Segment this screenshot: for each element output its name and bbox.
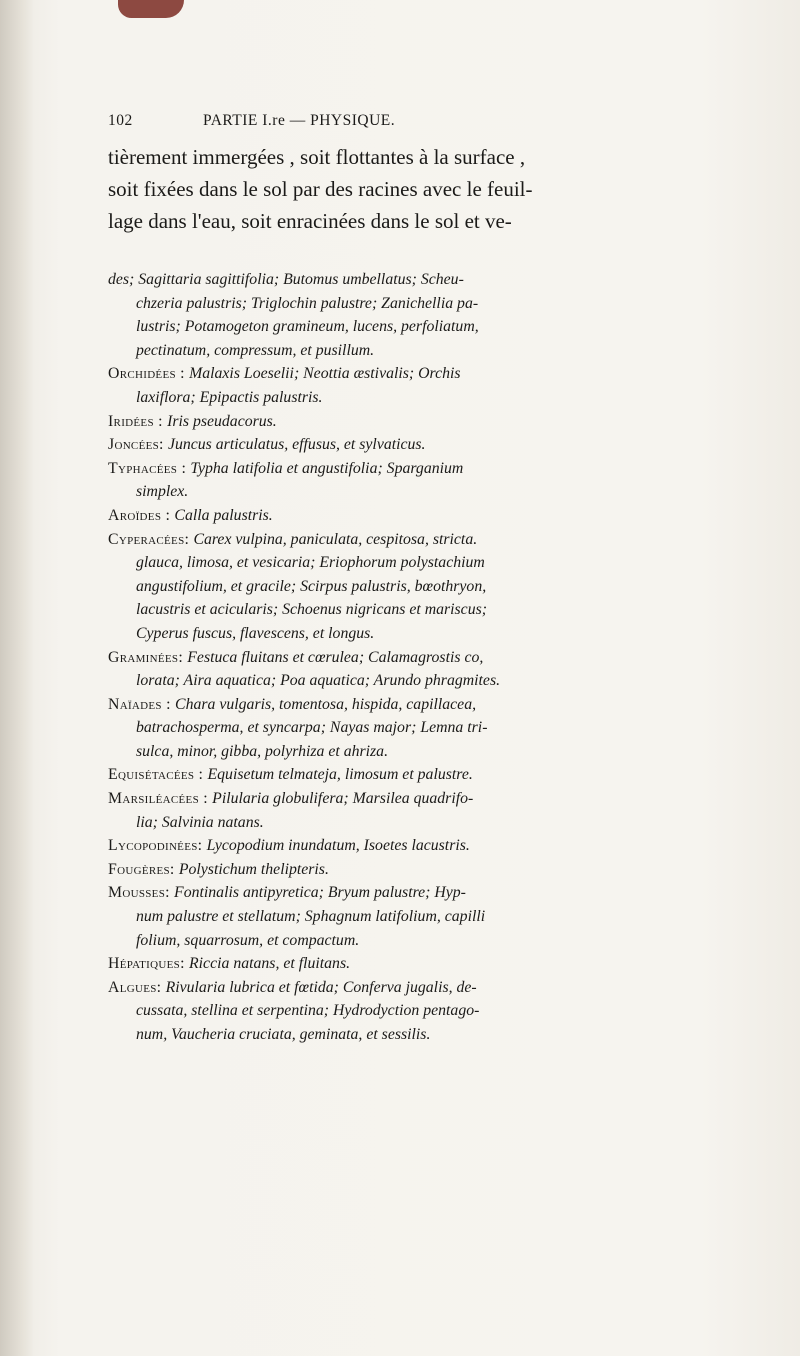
family-name: Orchidées : bbox=[108, 365, 190, 383]
family-name: Algues: bbox=[108, 978, 166, 996]
entry-first-line bbox=[108, 766, 473, 783]
entry-first-line bbox=[108, 861, 329, 878]
species-text: Typha latifolia et angustifolia; Sparganium bbox=[190, 459, 464, 477]
running-title: PARTIE I.re — PHYSIQUE. bbox=[203, 112, 396, 129]
binding-gutter bbox=[0, 0, 34, 1356]
family-entry bbox=[108, 362, 718, 409]
plant-family-list bbox=[108, 268, 718, 1047]
species-text: Carex vulpina, paniculata, cespitosa, stricta. bbox=[193, 530, 478, 548]
species-text: Equisetum telmateja, limosum et palustre. bbox=[207, 766, 473, 784]
family-name: Joncées: bbox=[108, 436, 168, 454]
species-text: Pilularia globulifera; Marsilea quadrifo- bbox=[212, 790, 474, 808]
intro-line: tièrement immergées , soit flottantes à la surface , bbox=[108, 145, 526, 169]
entry-first-line bbox=[108, 271, 464, 288]
entry-first-line bbox=[108, 365, 461, 382]
family-name: Typhacées : bbox=[108, 459, 191, 477]
species-text: Chara vulgaris, tomentosa, hispida, capillacea, bbox=[175, 695, 477, 713]
family-entry bbox=[108, 787, 718, 834]
family-name: Equisétacées : bbox=[108, 766, 208, 784]
family-entry bbox=[108, 528, 718, 646]
species-text: Calla palustris. bbox=[174, 506, 273, 524]
entry-first-line bbox=[108, 979, 477, 996]
entry-first-line bbox=[108, 884, 466, 901]
entry-continuation-line: batrachosperma, et syncarpa; Nayas major; Lemna tri- bbox=[136, 719, 488, 737]
entry-continuation-line: pectinatum, compressum, et pusillum. bbox=[136, 341, 375, 359]
family-name: Iridées : bbox=[108, 412, 168, 430]
page-number: 102 bbox=[108, 112, 133, 129]
species-text: Polystichum thelipteris. bbox=[178, 860, 329, 878]
entry-continuation-line: chzeria palustris; Triglochin palustre; Zanichellia pa- bbox=[136, 294, 479, 312]
entry-first-line bbox=[108, 790, 473, 807]
family-entry bbox=[108, 693, 718, 764]
species-text: Fontinalis antipyretica; Bryum palustre; Hyp- bbox=[174, 884, 466, 902]
species-text: Lycopodium inundatum, Isoetes lacustris. bbox=[206, 837, 470, 855]
entry-continuation-line: lacustris et acicularis; Schoenus nigricans et mariscus; bbox=[136, 601, 488, 619]
running-header bbox=[108, 112, 608, 136]
family-name: Mousses: bbox=[108, 884, 175, 902]
entry-continuation-line: cussata, stellina et serpentina; Hydrodyction pentago- bbox=[136, 1002, 480, 1020]
species-text: des; Sagittaria sagittifolia; Butomus umbellatus; Scheu- bbox=[108, 271, 464, 288]
entry-first-line bbox=[108, 531, 477, 548]
family-entry bbox=[108, 646, 718, 693]
entry-continuation-line: angustifolium, et gracile; Scirpus palustris, bœothryon, bbox=[136, 577, 487, 595]
entry-first-line bbox=[108, 460, 463, 477]
family-entry bbox=[108, 952, 718, 976]
entry-first-line bbox=[108, 649, 483, 666]
species-text: Malaxis Loeselii; Neottia æstivalis; Orchis bbox=[189, 365, 461, 383]
family-name: Naïades : bbox=[108, 695, 176, 713]
family-name: Hépatiques: bbox=[108, 955, 190, 973]
family-entry bbox=[108, 881, 718, 952]
family-name: Lycopodinées: bbox=[108, 837, 207, 855]
entry-continuation-line: num palustre et stellatum; Sphagnum latifolium, capilli bbox=[136, 908, 486, 926]
entry-continuation-line: sulca, minor, gibba, polyrhiza et ahriza. bbox=[136, 742, 389, 760]
intro-paragraph bbox=[108, 141, 708, 237]
entry-first-line bbox=[108, 955, 350, 972]
entry-continuation-line: num, Vaucheria cruciata, geminata, et sessilis. bbox=[136, 1026, 431, 1043]
family-entry bbox=[108, 834, 718, 858]
entry-first-line bbox=[108, 413, 277, 430]
family-name: Fougères: bbox=[108, 860, 179, 878]
species-text: Riccia natans, et fluitans. bbox=[189, 955, 351, 973]
family-entry bbox=[108, 410, 718, 434]
family-entry bbox=[108, 858, 718, 882]
species-text: Festuca fluitans et cœrulea; Calamagrostis co, bbox=[187, 648, 484, 666]
family-entry bbox=[108, 457, 718, 504]
ink-blot bbox=[118, 0, 184, 18]
entry-continuation-line: glauca, limosa, et vesicaria; Eriophorum polystachium bbox=[136, 554, 485, 572]
family-entry bbox=[108, 504, 718, 528]
family-name: Aroïdes : bbox=[108, 506, 175, 524]
family-name: Cyperacées: bbox=[108, 530, 194, 548]
entry-continuation-line: lorata; Aira aquatica; Poa aquatica; Arundo phragmites. bbox=[136, 672, 501, 690]
species-text: Iris pseudacorus. bbox=[167, 412, 277, 430]
family-name: Graminées: bbox=[108, 648, 188, 666]
entry-continuation-line: Cyperus fuscus, flavescens, et longus. bbox=[136, 624, 375, 642]
entry-continuation-line: lia; Salvinia natans. bbox=[136, 813, 264, 831]
intro-line: lage dans l'eau, soit enracinées dans le sol et ve- bbox=[108, 209, 512, 233]
family-entry bbox=[108, 268, 718, 362]
intro-line: soit fixées dans le sol par des racines avec le feuil- bbox=[108, 177, 533, 201]
entry-first-line bbox=[108, 837, 470, 854]
family-entry bbox=[108, 433, 718, 457]
species-text: Rivularia lubrica et fœtida; Conferva jugalis, de- bbox=[165, 978, 477, 996]
family-entry bbox=[108, 763, 718, 787]
entry-continuation-line: simplex. bbox=[136, 483, 189, 501]
entry-first-line bbox=[108, 696, 476, 713]
entry-continuation-line: folium, squarrosum, et compactum. bbox=[136, 931, 360, 949]
species-text: Juncus articulatus, effusus, et sylvaticus. bbox=[167, 436, 426, 454]
family-name: Marsiléacées : bbox=[108, 790, 213, 808]
entry-continuation-line: lustris; Potamogeton gramineum, lucens, perfoliatum, bbox=[136, 318, 479, 336]
entry-first-line bbox=[108, 507, 273, 524]
family-entry bbox=[108, 976, 718, 1047]
entry-first-line bbox=[108, 436, 426, 453]
entry-continuation-line: laxiflora; Epipactis palustris. bbox=[136, 388, 323, 406]
